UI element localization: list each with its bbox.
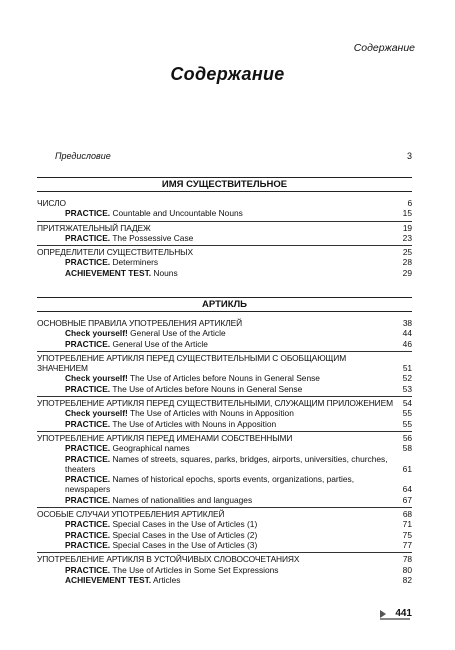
toc-chapter-entry[interactable] (37, 223, 412, 233)
toc-group (37, 554, 412, 587)
toc-exercise-entry[interactable] (37, 208, 412, 218)
entry-label: PRACTICE. (65, 529, 111, 540)
toc-exercise-entry[interactable] (37, 233, 412, 243)
entry-title: ОСНОВНЫЕ ПРАВИЛА УПОТРЕБЛЕНИЯ АРТИКЛЕЙ (37, 318, 243, 328)
entry-label: PRACTICE. (65, 494, 111, 505)
entry-title: ОСОБЫЕ СЛУЧАИ УПОТРЕБЛЕНИЯ АРТИКЛЕЙ (37, 509, 225, 520)
entry-label: PRACTICE. (65, 383, 111, 394)
page-title: Содержание (170, 64, 285, 84)
entry-label: Check yourself! (65, 408, 128, 419)
entry-title: УПОТРЕБЛЕНИЕ АРТИКЛЯ ПЕРЕД СУЩЕСТВИТЕЛЬНЫМИ, СЛУЖАЩИМ ПРИЛОЖЕНИЕМ (37, 398, 393, 409)
entry-title: General Use of the Article (110, 338, 208, 349)
entry-title: The Use of Articles with Nouns in Apposition (127, 408, 294, 419)
entry-title: УПОТРЕБЛЕНИЕ АРТИКЛЯ ПЕРЕД СУЩЕСТВИТЕЛЬНЫМИ С ОБОБЩАЮЩИМ ЗНАЧЕНИЕМ (37, 352, 347, 374)
toc-group (37, 433, 412, 508)
toc-exercise-entry[interactable] (37, 339, 412, 349)
toc-group (37, 398, 412, 432)
toc-group (37, 198, 412, 222)
toc-chapter-entry[interactable] (37, 554, 412, 564)
entry-title: The Possessive Case (110, 232, 194, 243)
entry-label: PRACTICE. (65, 443, 111, 454)
entry-page: 58 (402, 443, 412, 454)
entry-title: УПОТРЕБЛЕНИЕ АРТИКЛЯ В УСТОЙЧИВЫХ СЛОВОСОЧЕТАНИЯХ (37, 554, 300, 565)
entry-page: 52 (402, 373, 412, 384)
entry-title: The Use of Articles before Nouns in General Sense (127, 373, 320, 384)
entry-page: 44 (402, 328, 412, 339)
entry-label: PRACTICE. (65, 208, 111, 219)
toc-chapter-entry[interactable] (37, 509, 412, 519)
entry-page: 38 (402, 318, 412, 328)
toc-group (37, 509, 412, 553)
entry-page: 51 (402, 363, 412, 374)
entry-page: 71 (402, 519, 412, 530)
entry-page: 46 (402, 338, 412, 349)
preface-entry[interactable] (55, 151, 412, 161)
entry-title: Special Cases in the Use of Articles (2) (110, 529, 258, 540)
entry-title: Names of historical epochs, sports events, organizations, parties, newspapers (65, 474, 355, 495)
entry-label: ACHIEVEMENT TEST. (65, 267, 152, 278)
section-articles (37, 297, 412, 588)
page-number-badge (380, 608, 412, 620)
entry-title: Names of streets, squares, parks, bridges, airports, universities, churches, theaters (65, 453, 388, 474)
entry-label: PRACTICE. (65, 232, 111, 243)
entry-page: 19 (402, 222, 412, 233)
preface-label: Предисловие (55, 151, 111, 161)
entry-label: PRACTICE. (65, 453, 111, 464)
section-heading: АРТИКЛЬ (37, 297, 412, 312)
entry-label: PRACTICE. (65, 418, 111, 429)
toc-exercise-entry[interactable] (37, 408, 412, 418)
entry-page: 61 (402, 463, 412, 474)
section-nouns (37, 177, 412, 281)
preface-page: 3 (406, 151, 412, 161)
entry-label: Check yourself! (65, 328, 128, 339)
toc-exercise-entry[interactable] (37, 565, 412, 575)
toc-exercise-entry[interactable] (37, 373, 412, 383)
page-number: 441 (395, 608, 412, 619)
toc-exercise-entry[interactable] (37, 384, 412, 394)
entry-page: 80 (402, 564, 412, 575)
toc-group (37, 353, 412, 397)
entry-label: Check yourself! (65, 373, 128, 384)
entry-page: 67 (402, 494, 412, 505)
toc-chapter-entry[interactable] (37, 198, 412, 208)
toc-group (37, 247, 412, 280)
entry-title: Special Cases in the Use of Articles (1) (110, 519, 258, 530)
toc-chapter-entry[interactable] (37, 433, 412, 443)
entry-page: 55 (402, 408, 412, 419)
running-head: Содержание (353, 42, 415, 54)
toc-exercise-entry[interactable] (37, 328, 412, 338)
entry-title: The Use of Articles before Nouns in General Sense (110, 383, 303, 394)
toc-chapter-entry[interactable] (37, 318, 412, 328)
toc-exercise-entry[interactable] (37, 454, 412, 475)
entry-page: 23 (402, 232, 412, 243)
entry-title: Geographical names (110, 443, 190, 454)
entry-title: ЧИСЛО (37, 198, 66, 208)
entry-title: ПРИТЯЖАТЕЛЬНЫЙ ПАДЕЖ (37, 222, 151, 233)
entry-page: 64 (402, 484, 412, 495)
entry-page: 78 (402, 554, 412, 565)
entry-label: PRACTICE. (65, 519, 111, 530)
entry-page: 28 (402, 257, 412, 268)
toc-exercise-entry[interactable] (37, 257, 412, 267)
entry-page: 82 (402, 574, 412, 585)
toc-exercise-entry[interactable] (37, 519, 412, 529)
entry-title: Determiners (110, 257, 159, 268)
entry-title: The Use of Articles with Nouns in Apposition (110, 418, 277, 429)
entry-page: 25 (402, 247, 412, 258)
entry-label: PRACTICE. (65, 338, 111, 349)
entry-label: PRACTICE. (65, 564, 111, 575)
entry-title: Countable and Uncountable Nouns (110, 208, 243, 219)
entry-page: 15 (402, 208, 412, 219)
entry-page: 55 (402, 418, 412, 429)
section-heading: ИМЯ СУЩЕСТВИТЕЛЬНОЕ (37, 177, 412, 192)
toc-group (37, 318, 412, 352)
toc-exercise-entry[interactable] (37, 530, 412, 540)
toc-chapter-entry[interactable] (37, 247, 412, 257)
entry-title: УПОТРЕБЛЕНИЕ АРТИКЛЯ ПЕРЕД ИМЕНАМИ СОБСТВЕННЫМИ (37, 432, 293, 443)
entry-page: 56 (402, 432, 412, 443)
entry-title: Special Cases in the Use of Articles (3) (110, 539, 258, 550)
toc-exercise-entry[interactable] (37, 540, 412, 550)
toc-exercise-entry[interactable] (37, 443, 412, 453)
entry-label: PRACTICE. (65, 539, 111, 550)
entry-page: 29 (402, 267, 412, 278)
entry-page: 53 (402, 383, 412, 394)
entry-title: Names of nationalities and languages (110, 494, 253, 505)
toc-exercise-entry[interactable] (37, 474, 412, 495)
toc-exercise-entry[interactable] (37, 495, 412, 505)
toc-chapter-entry[interactable] (37, 353, 412, 374)
entry-page: 68 (402, 509, 412, 520)
entry-label: ACHIEVEMENT TEST. (65, 574, 152, 585)
entry-page: 6 (407, 198, 412, 208)
toc-exercise-entry[interactable] (37, 419, 412, 429)
entry-page: 54 (402, 398, 412, 409)
toc-group (37, 223, 412, 247)
entry-title: The Use of Articles in Some Set Expressions (110, 564, 279, 575)
entry-page: 75 (402, 529, 412, 540)
toc-exercise-entry[interactable] (37, 268, 412, 278)
entry-page: 77 (402, 539, 412, 550)
entry-title: General Use of the Article (127, 328, 226, 339)
entry-title: Articles (151, 574, 181, 585)
toc-chapter-entry[interactable] (37, 398, 412, 408)
toc-exercise-entry[interactable] (37, 575, 412, 585)
entry-title: ОПРЕДЕЛИТЕЛИ СУЩЕСТВИТЕЛЬНЫХ (37, 247, 193, 258)
page-number-arrow-icon (380, 610, 386, 618)
entry-title: Nouns (151, 267, 178, 278)
entry-label: PRACTICE. (65, 474, 111, 485)
entry-label: PRACTICE. (65, 257, 111, 268)
